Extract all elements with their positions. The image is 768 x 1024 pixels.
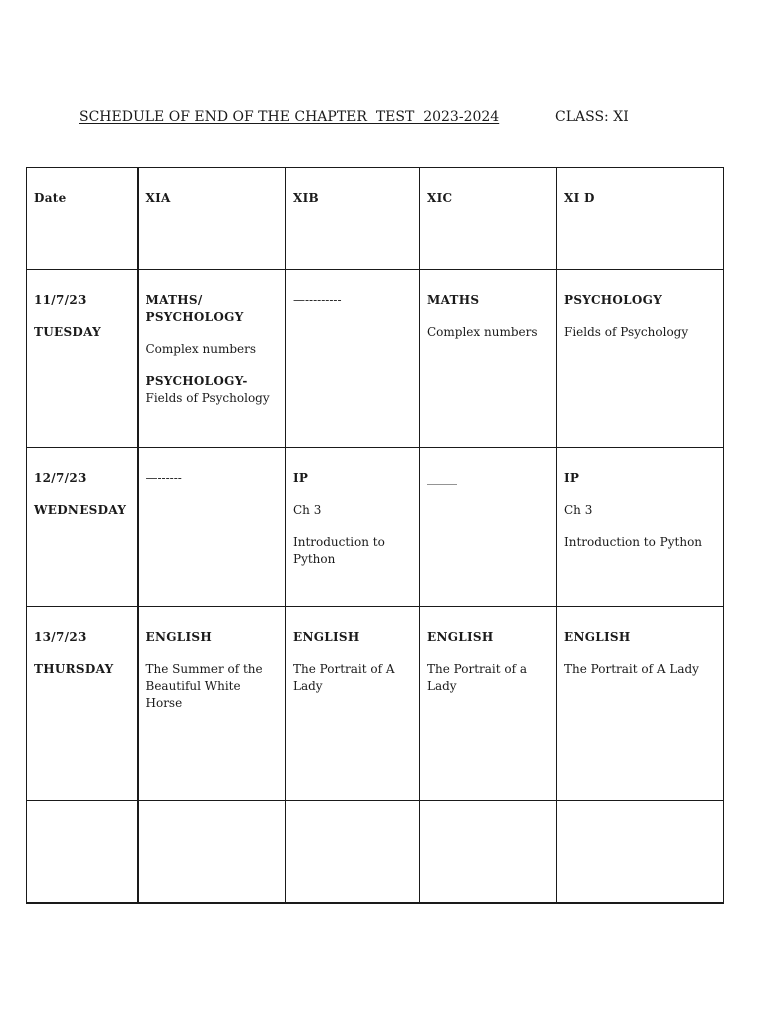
topic-text: The Portrait of a Lady bbox=[427, 662, 528, 693]
topic-text: The Portrait of A Lady bbox=[564, 662, 699, 676]
topic-text: Fields of Psychology bbox=[564, 325, 689, 339]
empty-cell bbox=[138, 801, 286, 903]
schedule-title: SCHEDULE OF END OF THE CHAPTER TEST 2023-2024 bbox=[79, 109, 500, 125]
subject-text: ENGLISH bbox=[564, 630, 631, 644]
cell-xib bbox=[286, 607, 420, 801]
header-cell-xia: XIA bbox=[138, 168, 286, 270]
subject-text: ENGLISH bbox=[145, 630, 213, 644]
topic-text: The Portrait of A Lady bbox=[293, 662, 395, 693]
schedule-table bbox=[26, 167, 724, 904]
cell-xid bbox=[557, 607, 724, 801]
subject-text: IP bbox=[293, 471, 309, 485]
cell-xia bbox=[138, 448, 286, 607]
dash-text: _____ bbox=[427, 471, 457, 485]
day-text: WEDNESDAY bbox=[34, 503, 127, 517]
table-row bbox=[27, 270, 724, 448]
day-text: THURSDAY bbox=[34, 662, 114, 676]
empty-cell bbox=[557, 801, 724, 903]
date-text: 12/7/23 bbox=[34, 471, 87, 485]
date-text: 11/7/23 bbox=[34, 293, 87, 307]
date-cell bbox=[27, 448, 138, 607]
empty-row bbox=[27, 801, 724, 903]
header-cell-date: Date bbox=[27, 168, 138, 270]
date-cell bbox=[27, 607, 138, 801]
document-title bbox=[79, 109, 629, 125]
empty-cell bbox=[27, 801, 138, 903]
class-label: CLASS: XI bbox=[555, 109, 629, 125]
cell-xic bbox=[420, 270, 557, 448]
topic-text: Introduction to Python bbox=[564, 535, 703, 549]
cell-xid bbox=[557, 448, 724, 607]
chapter-text: Ch 3 bbox=[293, 503, 322, 517]
header-cell-xic: XIC bbox=[420, 168, 557, 270]
cell-xia bbox=[138, 270, 286, 448]
date-cell bbox=[27, 270, 138, 448]
cell-xic bbox=[420, 607, 557, 801]
subject-text: MATHS/ PSYCHOLOGY bbox=[145, 293, 244, 324]
topic-text-2: Fields of Psychology bbox=[145, 391, 270, 405]
header-row bbox=[27, 168, 724, 270]
chapter-text: Ch 3 bbox=[564, 503, 593, 517]
header-cell-xib: XIB bbox=[286, 168, 420, 270]
header-cell-xid: XI D bbox=[557, 168, 724, 270]
table-row bbox=[27, 448, 724, 607]
cell-xid bbox=[557, 270, 724, 448]
date-text: 13/7/23 bbox=[34, 630, 87, 644]
cell-xib bbox=[286, 448, 420, 607]
topic-text: Complex numbers bbox=[145, 342, 257, 356]
subject-text: MATHS bbox=[427, 293, 480, 307]
cell-xib bbox=[286, 270, 420, 448]
topic-text: The Summer of the Beautiful White Horse bbox=[145, 662, 263, 710]
dash-text: —------ bbox=[145, 471, 182, 485]
cell-xic bbox=[420, 448, 557, 607]
subject-text: PSYCHOLOGY bbox=[564, 293, 663, 307]
subject-text: ENGLISH bbox=[293, 630, 360, 644]
subject-text: IP bbox=[564, 471, 580, 485]
cell-xia bbox=[138, 607, 286, 801]
empty-cell bbox=[286, 801, 420, 903]
topic-text: Complex numbers bbox=[427, 325, 538, 339]
subject-text-2: PSYCHOLOGY- bbox=[145, 374, 248, 388]
table-row bbox=[27, 607, 724, 801]
topic-text: Introduction to Python bbox=[293, 535, 385, 566]
empty-cell bbox=[420, 801, 557, 903]
dash-text: —--------- bbox=[293, 293, 342, 307]
day-text: TUESDAY bbox=[34, 325, 101, 339]
subject-text: ENGLISH bbox=[427, 630, 494, 644]
